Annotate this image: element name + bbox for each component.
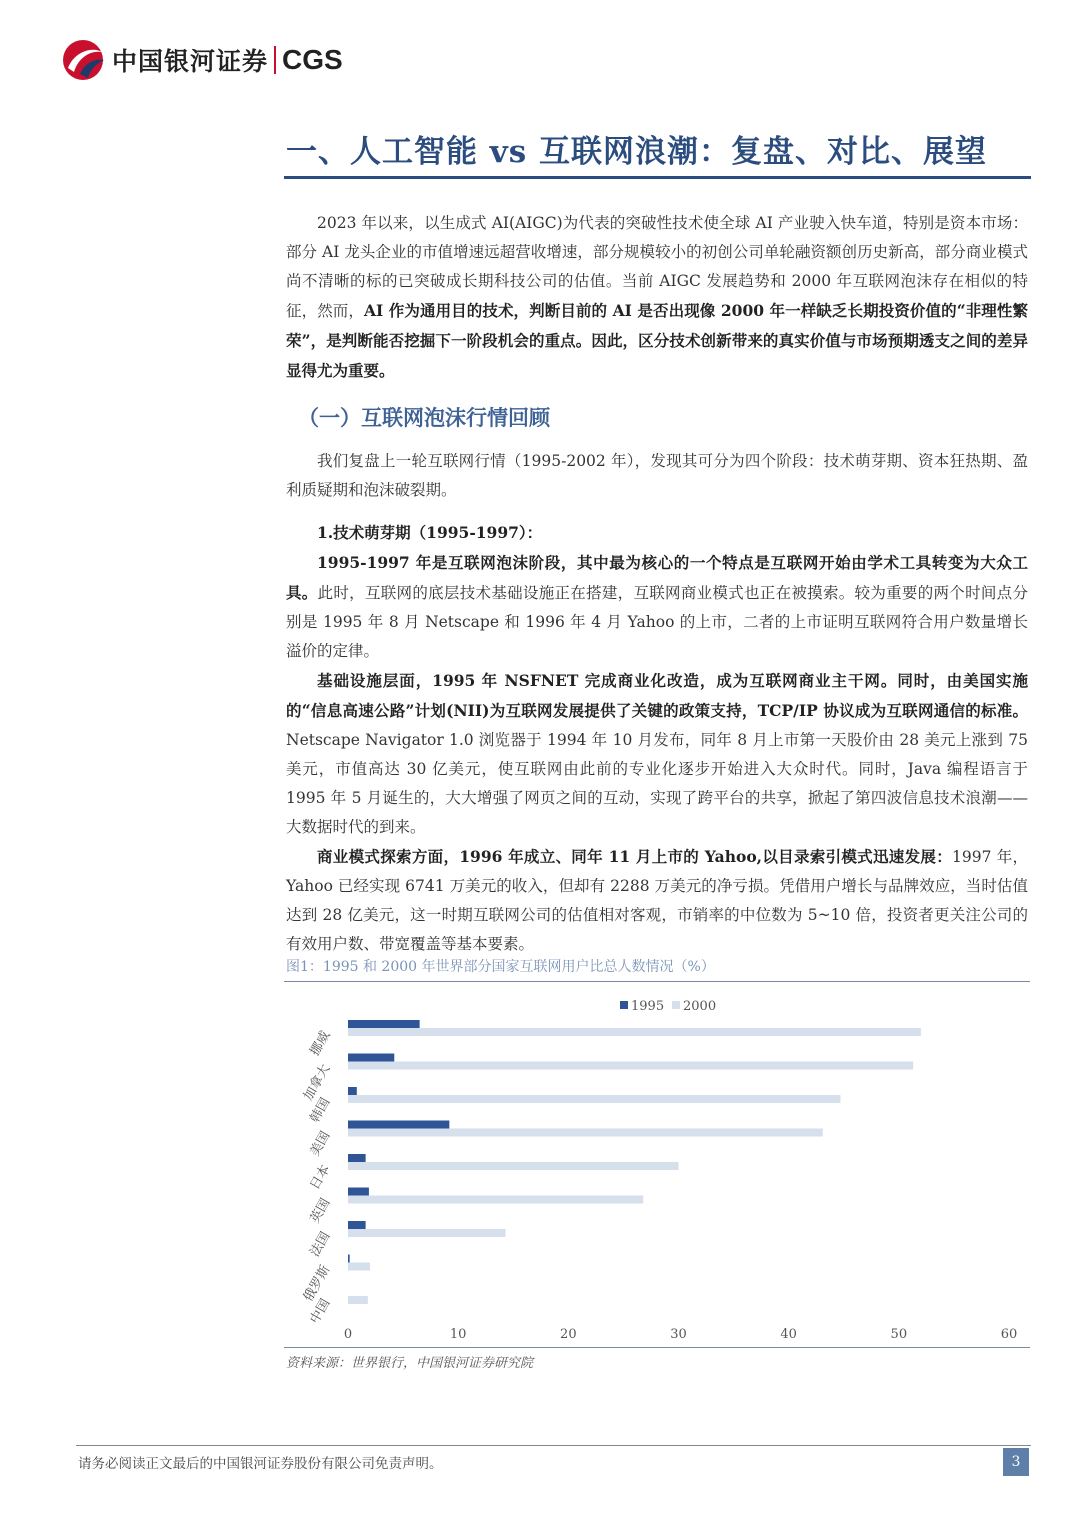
review-paragraph: 我们复盘上一轮互联网行情（1995-2002 年），发现其可分为四个阶段：技术萌芽期、资本狂热期、盈利质疑期和泡沫破裂期。 xyxy=(286,452,1028,499)
bar-1995-日本 xyxy=(348,1154,366,1162)
x-tick-50: 50 xyxy=(890,1327,908,1342)
bar-chart xyxy=(284,985,1030,1345)
x-tick-60: 60 xyxy=(1000,1327,1018,1342)
stage1-section xyxy=(286,518,1028,959)
page-number: 3 xyxy=(1003,1448,1029,1476)
category-label-美国: 美国 xyxy=(307,1129,334,1160)
x-tick-40: 40 xyxy=(780,1327,797,1342)
footer-disclaimer: 请务必阅读正文最后的中国银河证券股份有限公司免责声明。 xyxy=(78,1456,443,1472)
bar-1995-韩国 xyxy=(348,1087,357,1095)
brand-logo xyxy=(60,38,343,82)
bar-1995-英国 xyxy=(348,1188,369,1196)
legend-label-1995: 1995 xyxy=(631,999,665,1014)
bar-1995-美国 xyxy=(348,1121,449,1129)
legend-swatch-1995 xyxy=(620,1001,628,1009)
stage1-heading: 1.技术萌芽期（1995-1997）： xyxy=(317,523,543,542)
bar-2000-加拿大 xyxy=(348,1062,913,1070)
stage1-p2-text: Netscape Navigator 1.0 浏览器于 1994 年 10 月发布，同年 8 月上市第一天股价由 28 美元上涨到 75 美元，市值高达 30 亿美元，使互联网由此前的专业化逐步开始进入大众时代。同时，Java 编程语言于 1995 年 5 月诞生的，大大增强了网页之间的互动，实现了跨平台的共享，掀起了第四波信息技术浪潮——大数据时代的到来。 xyxy=(286,731,1028,836)
intro-paragraph xyxy=(286,209,1028,386)
figure-top-rule xyxy=(284,981,1030,982)
bar-1995-加拿大 xyxy=(348,1054,394,1062)
bar-2000-美国 xyxy=(348,1129,823,1137)
x-tick-30: 30 xyxy=(670,1327,687,1342)
bar-1995-挪威 xyxy=(348,1020,420,1028)
stage1-p1-text: 此时，互联网的底层技术基础设施正在搭建，互联网商业模式也正在被摸索。较为重要的两个时间点分别是 1995 年 8 月 Netscape 和 1996 年 4 月 Yahoo 的上市，二者的上市证明互联网符合用户数量增长溢价的定律。 xyxy=(286,584,1028,660)
logo-divider xyxy=(274,46,276,74)
x-tick-10: 10 xyxy=(449,1327,467,1342)
stage1-p1-bold: 1995-1997 年是互联网泡沫阶段，其中最为核心的一个特点是互联网开始由学术工具转变为大众工具。 xyxy=(286,553,1028,602)
category-label-中国: 中国 xyxy=(307,1296,334,1327)
bar-2000-挪威 xyxy=(348,1028,921,1036)
category-label-俄罗斯: 俄罗斯 xyxy=(300,1263,334,1305)
bar-2000-中国 xyxy=(348,1296,368,1304)
bar-2000-日本 xyxy=(348,1162,679,1170)
subsection-title: （一）互联网泡沫行情回顾 xyxy=(298,405,550,430)
bar-2000-英国 xyxy=(348,1196,643,1204)
title-underline xyxy=(284,176,1031,179)
stage1-p2-bold: 基础设施层面，1995 年 NSFNET 完成商业化改造，成为互联网商业主干网。同时，由美国实施的“信息高速公路”计划(NII)为互联网发展提供了关键的政策支持，TCP/IP 协议成为互联网通信的标准。 xyxy=(286,671,1028,720)
x-tick-20: 20 xyxy=(560,1327,577,1342)
category-label-挪威: 挪威 xyxy=(307,1028,334,1059)
section-title: 一、人工智能 vs 互联网浪潮：复盘、对比、展望 xyxy=(286,134,988,170)
figure-caption: 图1：1995 和 2000 年世界部分国家互联网用户比总人数情况（%） xyxy=(286,959,715,975)
category-label-英国: 英国 xyxy=(307,1196,334,1227)
intro-text: 2023 年以来，以生成式 AI(AIGC)为代表的突破性技术使全球 AI 产业驶入快车道，特别是资本市场：部分 AI 龙头企业的市值增速远超营收增速，部分规模较小的初创公司单轮融资额创历史新高，部分商业模式尚不清晰的标的已突破成长期科技公司的估值。当前 AIGC 发展趋势和 2000 年互联网泡沫存在相似的特征，然而， xyxy=(286,214,1028,320)
bar-1995-法国 xyxy=(348,1221,366,1229)
stage1-p3-text: 1997 年，Yahoo 已经实现 6741 万美元的收入，但却有 2288 万美元的净亏损。凭借用户增长与品牌效应，当时估值达到 28 亿美元，这一时期互联网公司的估值相对客观，市销率的中位数为 5~10 倍，投资者更关注公司的有效用户数、带宽覆盖等基本要素。 xyxy=(286,848,1028,953)
bar-1995-俄罗斯 xyxy=(348,1255,350,1263)
category-label-日本: 日本 xyxy=(307,1162,334,1193)
x-tick-0: 0 xyxy=(343,1327,353,1342)
bar-2000-法国 xyxy=(348,1229,506,1237)
stage1-p3-bold: 商业模式探索方面，1996 年成立、同年 11 月上市的 Yahoo,以目录索引模式迅速发展： xyxy=(317,847,953,866)
figure-bottom-rule xyxy=(284,1347,1030,1348)
bar-2000-韩国 xyxy=(348,1095,840,1103)
logo-english-name: CGS xyxy=(282,44,343,75)
legend-label-2000: 2000 xyxy=(683,999,717,1014)
cgs-logo-icon xyxy=(60,38,106,82)
figure-source: 资料来源：世界银行，中国银河证券研究院 xyxy=(286,1356,534,1371)
category-label-法国: 法国 xyxy=(307,1229,334,1260)
category-label-韩国: 韩国 xyxy=(307,1095,334,1126)
footer-rule xyxy=(76,1445,1031,1446)
category-label-加拿大: 加拿大 xyxy=(300,1062,334,1104)
intro-bold-text: AI 作为通用目的技术，判断目前的 AI 是否出现像 2000 年一样缺乏长期投资价值的“非理性繁荣”，是判断能否挖掘下一阶段机会的重点。因此，区分技术创新带来的真实价值与市场预期透支之间的差异显得尤为重要。 xyxy=(286,301,1028,380)
logo-chinese-name: 中国银河证券 xyxy=(112,47,269,76)
bar-2000-俄罗斯 xyxy=(348,1263,370,1271)
legend-swatch-2000 xyxy=(672,1001,680,1009)
